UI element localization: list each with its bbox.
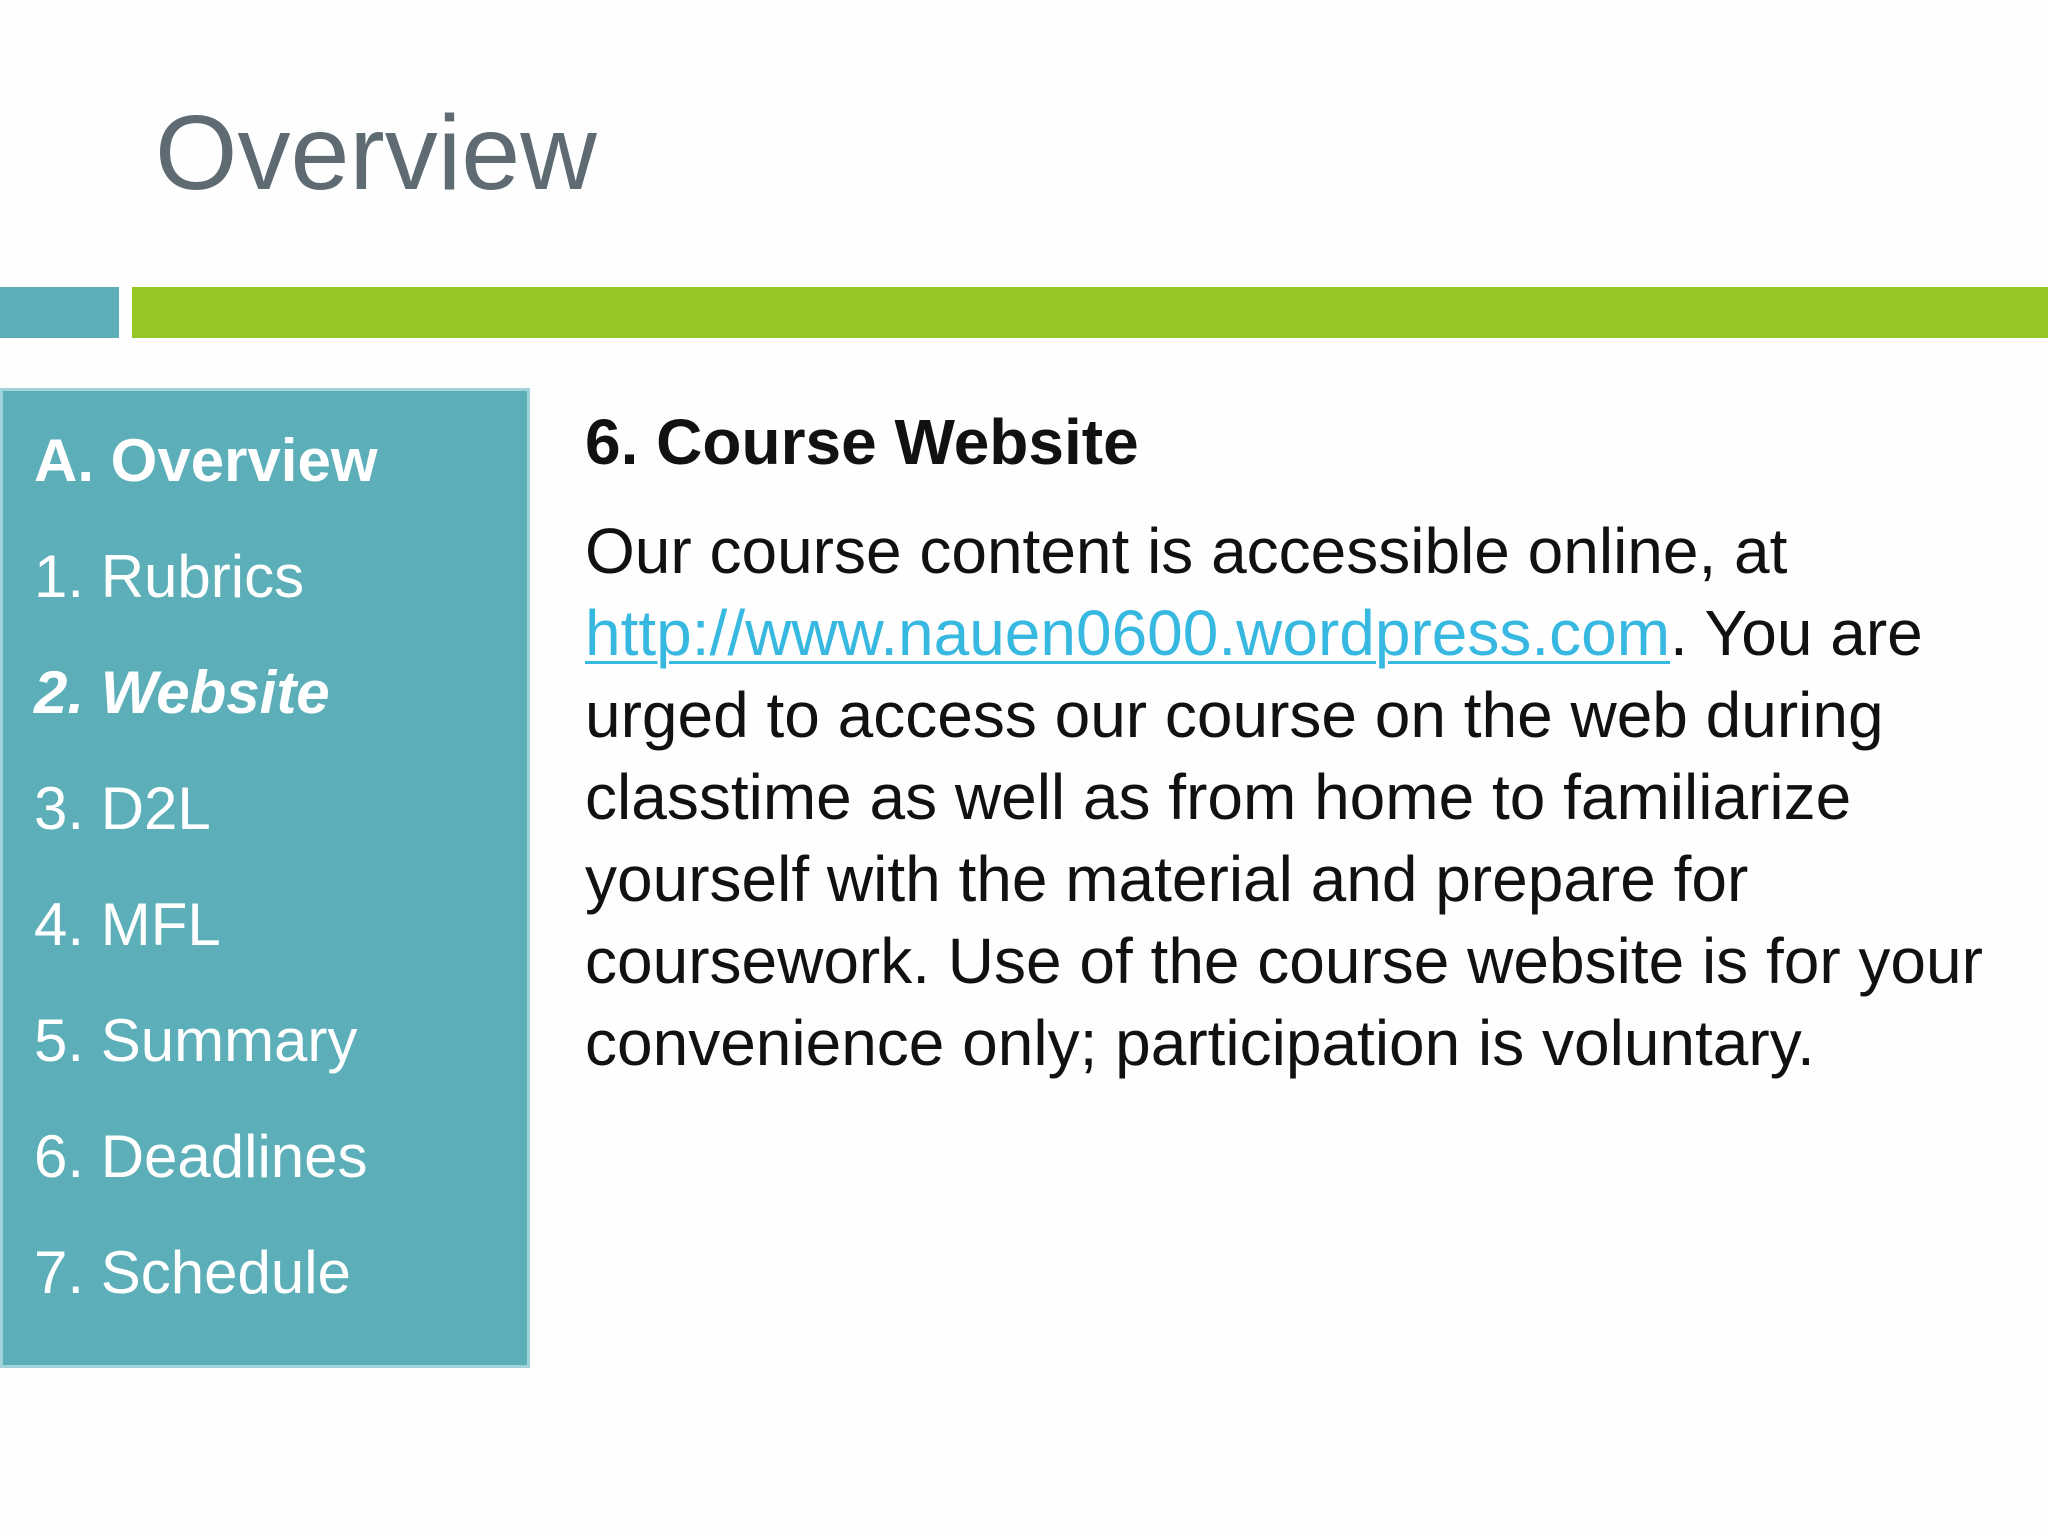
sidebar-item-schedule[interactable]: 7. Schedule xyxy=(34,1239,351,1306)
teal-accent-bar xyxy=(0,287,119,338)
sidebar-item-website[interactable]: 2. Website xyxy=(34,659,330,726)
sidebar-nav xyxy=(0,388,530,1368)
sidebar-item-d2l[interactable]: 3. D2L xyxy=(34,775,211,842)
sidebar-item-rubrics[interactable]: 1. Rubrics xyxy=(34,543,305,610)
body-text-rest: . You are urged to access our course on the web during classtime as well as from home to familiarize yourself with the material and prepare for coursework. Use of the course website is for your convenience only; participation is voluntary. xyxy=(585,597,1983,1079)
body-text-intro: Our course content is accessible online, at xyxy=(585,515,1788,587)
sidebar-heading[interactable]: A. Overview xyxy=(34,427,378,494)
sidebar-list xyxy=(34,543,368,1359)
sidebar-item-deadlines[interactable]: 6. Deadlines xyxy=(34,1123,368,1190)
sidebar-item-mfl[interactable]: 4. MFL xyxy=(34,891,221,958)
content-body xyxy=(585,510,2005,1084)
content-panel xyxy=(585,406,2005,1084)
sidebar-item-summary[interactable]: 5. Summary xyxy=(34,1007,358,1074)
slide-title: Overview xyxy=(155,94,597,212)
course-website-link[interactable]: http://www.nauen0600.wordpress.com xyxy=(585,597,1671,669)
content-heading: 6. Course Website xyxy=(585,406,1139,478)
green-accent-bar xyxy=(132,287,2048,338)
